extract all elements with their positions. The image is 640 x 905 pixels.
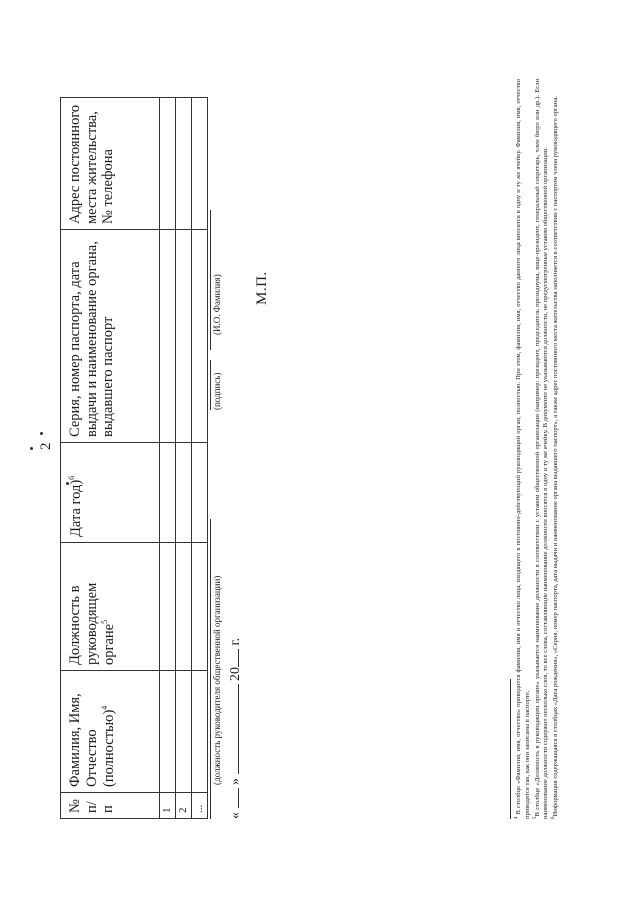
header-cell-birth-date: Дата год)$^6$	[61, 443, 160, 543]
table-cell[interactable]	[176, 671, 192, 793]
table-cell[interactable]: 1	[160, 793, 176, 819]
footnote-5: $^5$В столбце «Должность в руководящем органе» указывается наименование должности в соответствии с уставом общественной организации (например: президент, председатель президиума, вице-президент, генеральный секретарь, член бюро или др.). Если наименование должности содержит несколько слов, то все слова, составляющие наименование должности вносятся в одну и ту же ячейку. В документе не указываются должности, не предусмотренные уставом общественной организации.	[532, 79, 550, 819]
table-cell[interactable]	[176, 230, 192, 443]
table-cell[interactable]	[160, 230, 176, 443]
table-cell[interactable]	[160, 543, 176, 671]
date-close-quote: »	[228, 778, 243, 785]
scan-speck	[30, 447, 33, 450]
table-row	[176, 98, 192, 819]
table-cell[interactable]: 2	[176, 793, 192, 819]
day-field[interactable]	[226, 789, 239, 809]
header-cell-number: № п/п	[61, 793, 160, 819]
table-cell[interactable]	[192, 443, 208, 543]
year-suffix: г.	[228, 637, 243, 646]
position-signature-line[interactable]	[210, 519, 211, 819]
month-field[interactable]	[226, 685, 239, 775]
table-row	[160, 98, 176, 819]
scan-speck	[40, 432, 43, 435]
name-signature-line[interactable]	[210, 210, 211, 350]
table-cell[interactable]: ...	[192, 793, 208, 819]
year-prefix: 20	[228, 667, 243, 681]
table-cell[interactable]	[176, 98, 192, 230]
table-cell[interactable]	[160, 671, 176, 793]
signature-caption: (подпись)	[212, 372, 222, 410]
table-cell[interactable]	[192, 230, 208, 443]
page-number: 2	[38, 442, 54, 450]
footnote-4: $^4$ В столбце «Фамилия, имя, отчество» приводится фамилия, имя и отчество лица, входящего в постоянно-действующий руководящий орган, полностью. При этом, фамилия, имя, отчество данного лица вносятся в одну и ту же ячейку. Фамилия, имя, отчество приводятся так, как они записаны в паспорте.	[514, 79, 531, 819]
table-row	[192, 98, 208, 819]
position-caption: (должность руководителя общественной организации)	[212, 575, 222, 785]
table-cell[interactable]	[176, 443, 192, 543]
signature-line[interactable]	[210, 360, 211, 410]
date-open-quote: «	[228, 812, 243, 819]
header-cell-passport: Серия, номер паспорта, дата выдачи и наименование органа, выдавшего паспорт	[61, 230, 160, 443]
seal-placeholder: М.П.	[254, 271, 270, 305]
name-caption: (И.О. Фамилия)	[212, 274, 222, 335]
table-cell[interactable]	[160, 98, 176, 230]
header-cell-full-name: Фамилия, Имя, Отчество (полностью)$^4$	[61, 671, 160, 793]
table-cell[interactable]	[192, 671, 208, 793]
footnote-6: $^6$Информация содержащаяся в столбцах «Дата рождения», «Серия, номер паспорта, дата выдачи и наименование органа выдавшего паспорт», а также адрес постоянного места жительства заполняется в соответствии с паспортом члена руководящего органа.	[551, 96, 560, 819]
header-cell-position: Должность в руководящем органе$^5$	[61, 543, 160, 671]
table-cell[interactable]	[192, 543, 208, 671]
year-field[interactable]	[226, 649, 239, 667]
table-cell[interactable]	[192, 98, 208, 230]
footnotes	[514, 79, 561, 819]
footnote-rule	[510, 679, 511, 819]
table-header-row	[61, 98, 160, 819]
header-cell-address: Адрес постоянного места жительства, № телефона	[61, 98, 160, 230]
table-cell[interactable]	[176, 543, 192, 671]
leadership-table	[60, 97, 208, 819]
date-line	[226, 638, 244, 819]
table-cell[interactable]	[160, 443, 176, 543]
